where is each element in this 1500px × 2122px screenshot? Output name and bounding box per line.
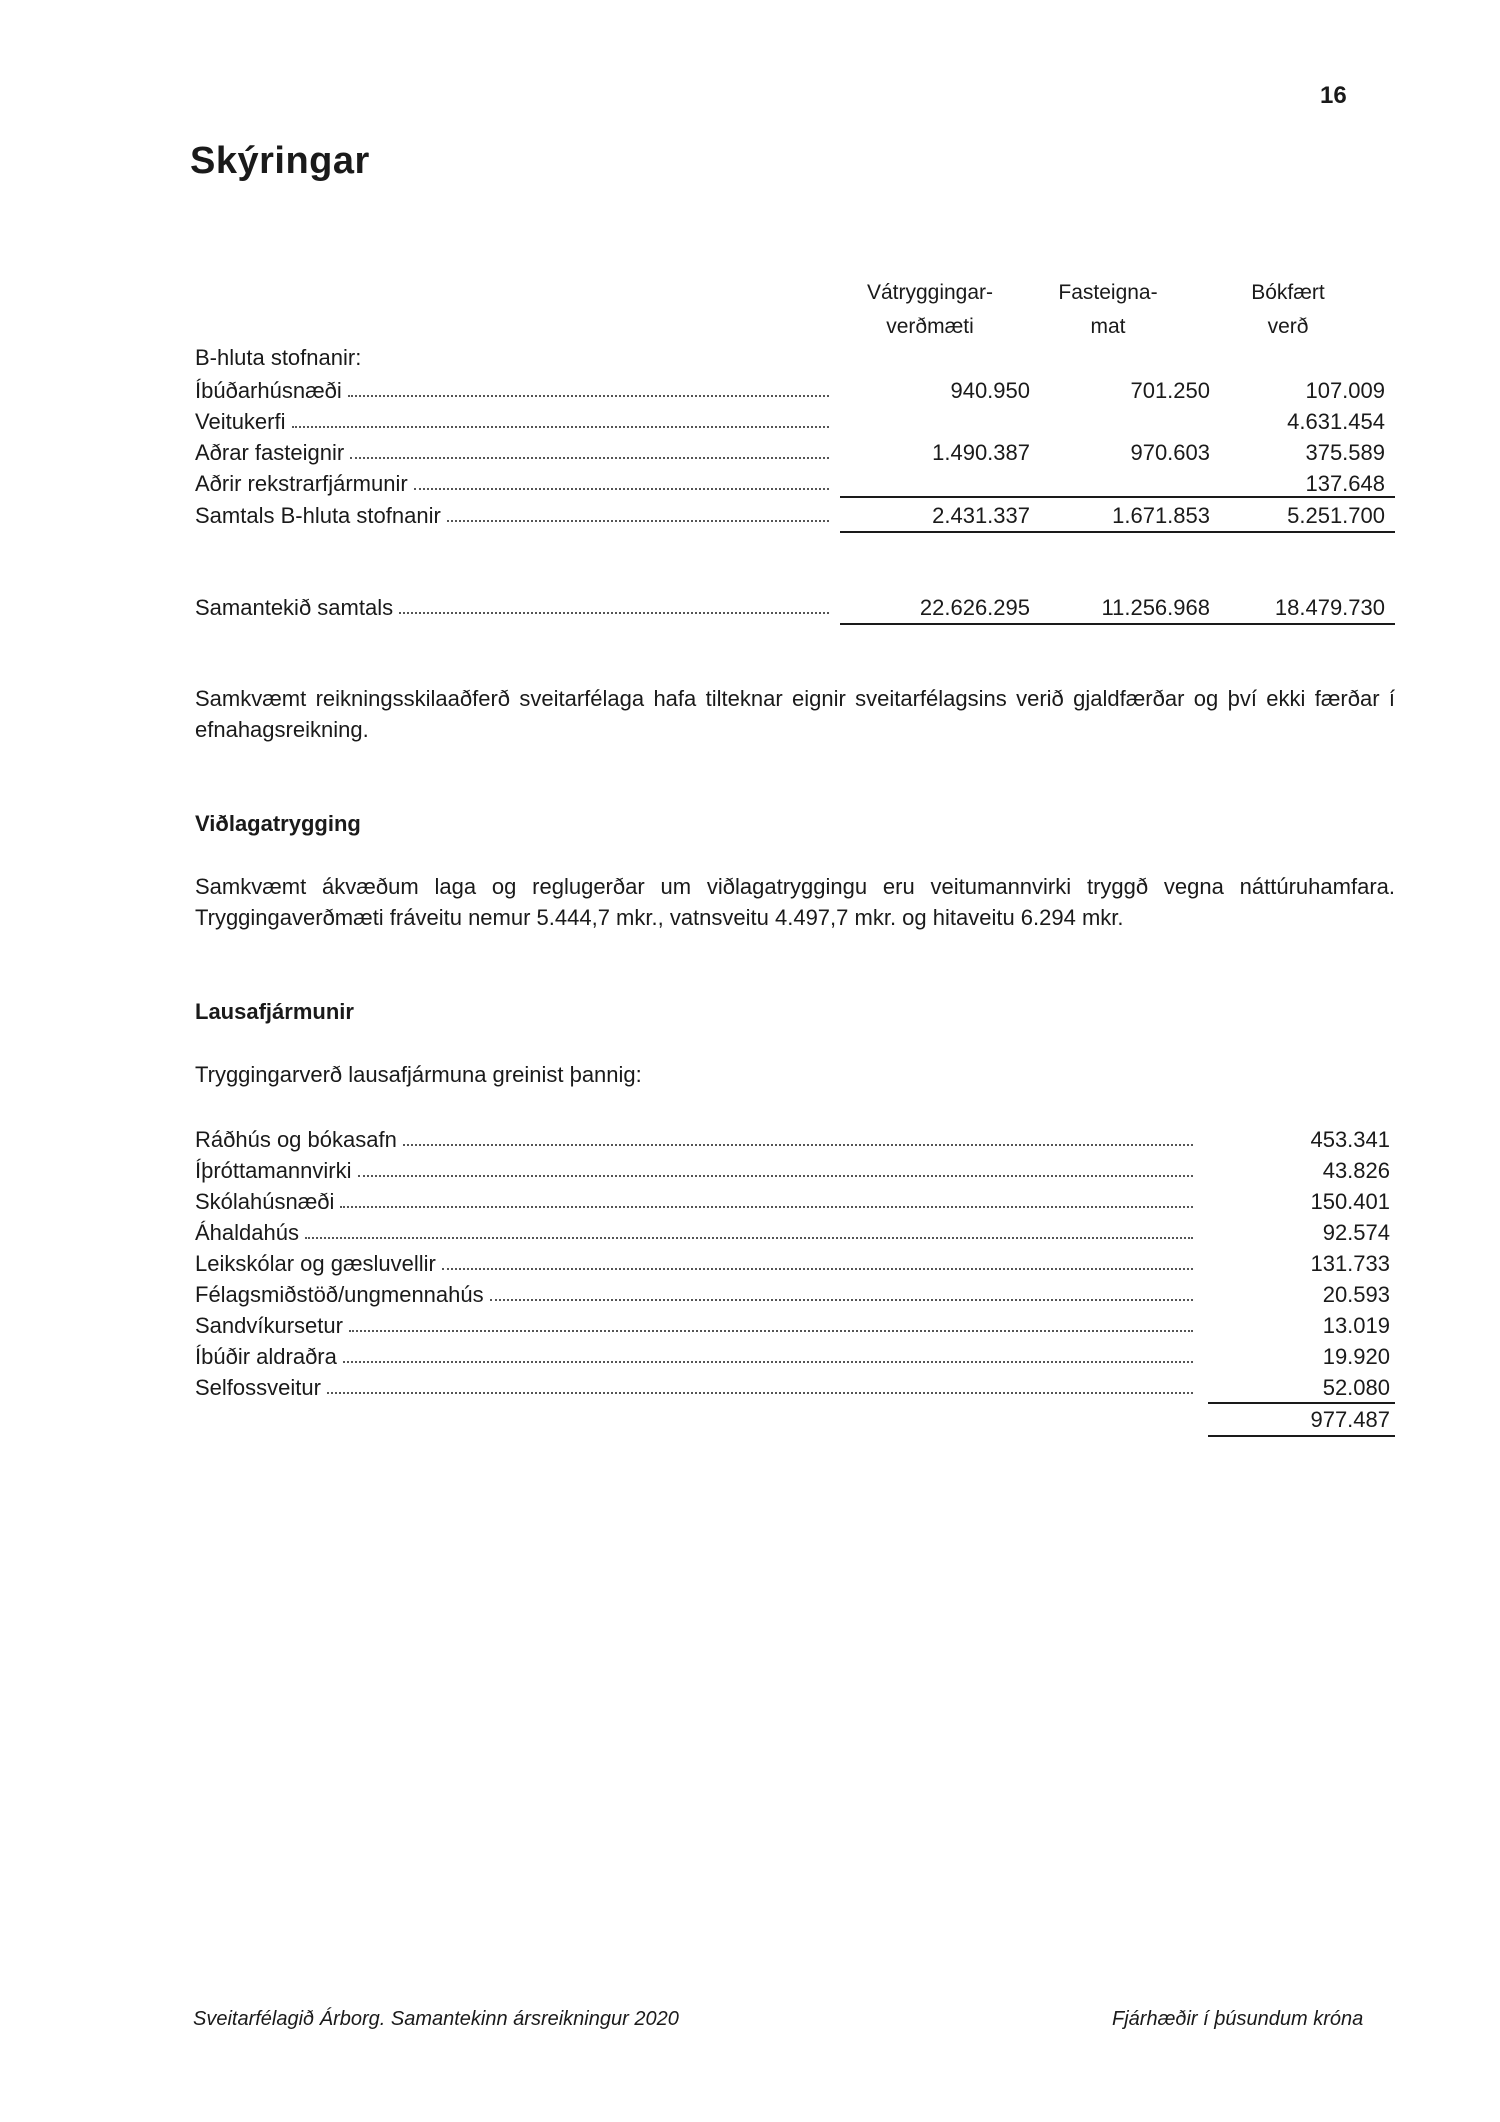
item-value: 52.080 (1322, 1375, 1390, 1400)
column-header-line: Vátryggingar- (866, 281, 994, 304)
item-value: 13.019 (1322, 1313, 1390, 1338)
item-label: Sandvíkursetur (195, 1313, 343, 1338)
list-item (195, 1341, 1395, 1372)
item-value: 20.593 (1322, 1282, 1390, 1307)
item-value: 43.826 (1322, 1158, 1390, 1183)
item-label: Íbúðir aldraðra (195, 1344, 337, 1369)
lausafjarmunir-intro: Tryggingarverð lausafjármuna greinist þannig: (195, 1062, 642, 1087)
list-item (195, 1372, 1395, 1403)
row-label: Aðrir rekstrarfjármunir (195, 471, 408, 496)
column-header-line: Fasteigna- (1058, 281, 1158, 304)
cell-book-value: 18.479.730 (1274, 595, 1385, 620)
row-label: Íbúðarhúsnæði (195, 378, 342, 403)
column-header-property-valuation (1008, 276, 1208, 344)
list-item (195, 1310, 1395, 1341)
item-label: Íþróttamannvirki (195, 1158, 352, 1183)
cell-book-value: 4.631.454 (1287, 409, 1385, 434)
page-title: Skýringar (190, 140, 370, 182)
cell-insurance-value: 1.490.387 (932, 440, 1030, 465)
note-paragraph: Samkvæmt reikningsskilaaðferð sveitarfélaga hafa tilteknar eignir sveitarfélagsins verið gjaldfærðar og því ekki færðar í efnahagsreikning. (195, 686, 1395, 742)
list-total (195, 1404, 1395, 1435)
cell-insurance-value: 2.431.337 (932, 503, 1030, 528)
cell-property-valuation: 1.671.853 (1112, 503, 1210, 528)
row-label: Samtals B-hluta stofnanir (195, 503, 441, 528)
column-header-line: Bókfært (1251, 281, 1325, 304)
column-header-insurance-value (830, 276, 1030, 344)
table-row-subtotal (195, 500, 1395, 531)
cell-insurance-value: 22.626.295 (919, 595, 1030, 620)
table-row (195, 468, 1395, 499)
column-header-book-value (1188, 276, 1388, 344)
footer-left: Sveitarfélagið Árborg. Samantekinn ársreikningur 2020 (193, 2008, 679, 2030)
grand-total-underline (840, 623, 1395, 625)
item-value: 19.920 (1322, 1344, 1390, 1369)
list-item (195, 1124, 1395, 1155)
item-label: Ráðhús og bókasafn (195, 1127, 397, 1152)
item-label: Selfossveitur (195, 1375, 321, 1400)
list-total-value: 977.487 (1310, 1407, 1390, 1432)
cell-book-value: 107.009 (1305, 378, 1385, 403)
column-header-line: verð (1267, 315, 1309, 338)
subtotal-rule (840, 496, 1395, 498)
list-item (195, 1217, 1395, 1248)
list-total-underline (1208, 1435, 1395, 1437)
section-label-b-hluta: B-hluta stofnanir: (195, 345, 362, 370)
cell-property-valuation: 970.603 (1130, 440, 1210, 465)
item-value: 453.341 (1310, 1127, 1390, 1152)
list-item (195, 1186, 1395, 1217)
item-value: 131.733 (1310, 1251, 1390, 1276)
cell-book-value: 5.251.700 (1287, 503, 1385, 528)
column-header-line: mat (1090, 315, 1126, 338)
column-header-line: verðmæti (886, 315, 974, 338)
table-row-grand-total (195, 592, 1395, 623)
footer-right: Fjárhæðir í þúsundum króna (1112, 2008, 1364, 2030)
subtotal-underline (840, 531, 1395, 533)
section-heading-vidlagatrygging: Viðlagatrygging (195, 811, 361, 836)
table-row (195, 375, 1395, 406)
row-label: Veitukerfi (195, 409, 286, 434)
table-row (195, 406, 1395, 437)
cell-book-value: 137.648 (1305, 471, 1385, 496)
table-row (195, 437, 1395, 468)
cell-property-valuation: 11.256.968 (1101, 595, 1210, 620)
section-heading-lausafjarmunir: Lausafjármunir (195, 999, 354, 1024)
cell-property-valuation: 701.250 (1130, 378, 1210, 403)
item-label: Félagsmiðstöð/ungmennahús (195, 1282, 484, 1307)
item-label: Skólahúsnæði (195, 1189, 335, 1214)
list-item (195, 1279, 1395, 1310)
cell-insurance-value: 940.950 (950, 378, 1030, 403)
item-value: 92.574 (1322, 1220, 1390, 1245)
item-label: Leikskólar og gæsluvellir (195, 1251, 436, 1276)
row-label: Aðrar fasteignir (195, 440, 345, 465)
row-label: Samantekið samtals (195, 595, 394, 620)
list-item (195, 1248, 1395, 1279)
page-number: 16 (1320, 82, 1347, 109)
item-label: Áhaldahús (195, 1220, 299, 1245)
list-item (195, 1155, 1395, 1186)
item-value: 150.401 (1310, 1189, 1390, 1214)
cell-book-value: 375.589 (1305, 440, 1385, 465)
vidlagatrygging-text: Samkvæmt ákvæðum laga og reglugerðar um viðlagatryggingu eru veitumannvirki tryggð vegna náttúruhamfara. Tryggingaverðmæti fráveitu nemur 5.444,7 mkr., vatnsveitu 4.497,7 mkr. og hitaveitu 6.294 mkr. (195, 874, 1395, 930)
